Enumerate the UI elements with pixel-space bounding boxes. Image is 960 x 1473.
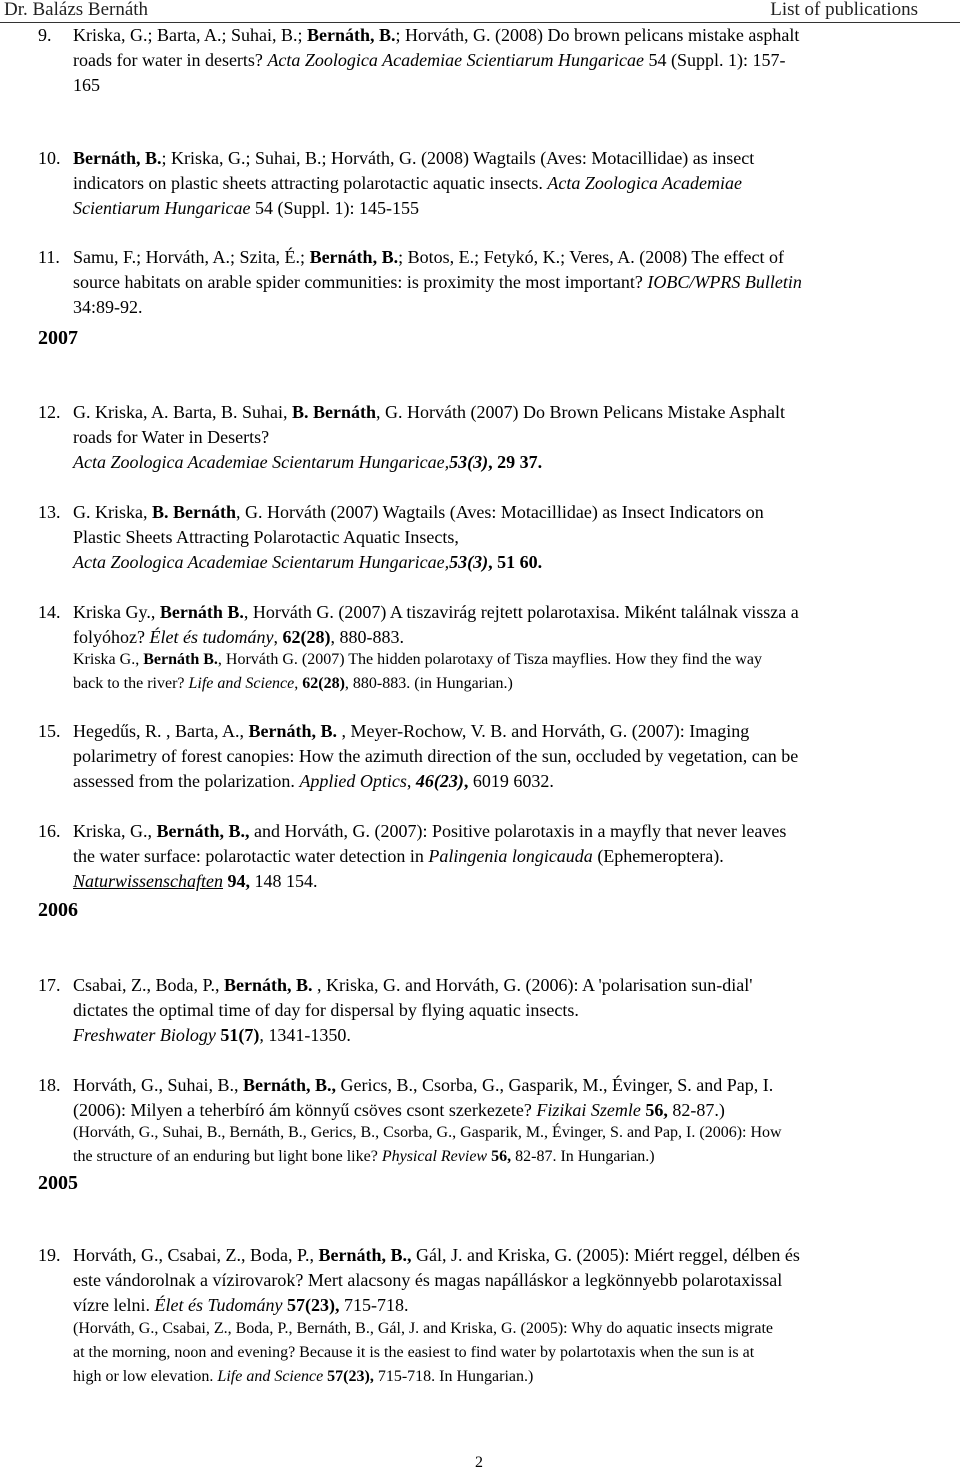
text-run: (Horváth, G., Csabai, Z., Boda, P., Bernáth, B., Gál, J. and Kriska, G. (2005): Why do aquatic insects migrate — [73, 1320, 774, 1337]
text-run: 57(23), — [286, 1295, 340, 1315]
entry-line — [73, 196, 419, 221]
text-run: at the morning, noon and evening? Because it is the easiest to find water by polartotaxis when the sun is at — [73, 1344, 755, 1361]
entry-line — [73, 869, 318, 894]
text-run: 62(28) — [302, 675, 345, 692]
text-run: ; Horváth, G. (2008) Do brown pelicans mistake asphalt — [395, 25, 800, 45]
text-run: 57(23), — [327, 1368, 374, 1385]
text-run: 94, — [223, 871, 251, 891]
entry-line — [73, 550, 542, 575]
text-run: , G. Horváth (2007) Wagtails (Aves: Motacillidae) as Insect Indicators on — [236, 502, 764, 522]
text-run: (2006): Milyen a teherbíró ám könnyű csöves csont szerkezete? — [73, 1100, 537, 1120]
entry-number: 16. — [38, 821, 61, 841]
page-number: 2 — [475, 1454, 483, 1471]
text-run: Élet és tudomány — [149, 627, 274, 647]
text-run: Gerics, B., Csorba, G., Gasparik, M., Évinger, S. and Pap, I. — [336, 1075, 774, 1095]
text-run: 46(23) — [415, 771, 464, 791]
header-title: List of publications — [770, 0, 918, 20]
year-heading-2006: 2006 — [38, 899, 78, 921]
text-run: high or low elevation. — [73, 1368, 218, 1385]
text-run: Scientiarum Hungaricae — [73, 198, 251, 218]
text-run: 56, — [645, 1100, 668, 1120]
entry-number: 10. — [38, 148, 61, 168]
text-run: Bernáth, B. — [306, 25, 396, 45]
translation-line — [73, 1341, 754, 1365]
text-run: 54 (Suppl. 1): 157- — [644, 50, 786, 70]
text-run: Csabai, Z., Boda, P., — [73, 975, 224, 995]
text-run: , 51 60. — [488, 552, 543, 572]
entry-line — [73, 73, 100, 98]
text-run: Bernáth, B. — [309, 247, 399, 267]
year-heading-2007: 2007 — [38, 327, 78, 349]
entry-line — [73, 769, 554, 794]
text-run: este vándorolnak a vízirovarok? Mert alacsony és magas napálláskor a legkönnyebb polarotaxissal — [73, 1270, 783, 1290]
text-run: (Ephemeroptera). — [592, 846, 724, 866]
text-run: 82-87.) — [667, 1100, 725, 1120]
text-run: indicators on plastic sheets attracting polarotactic aquatic insects. — [73, 173, 548, 193]
text-run: (Horváth, G., Suhai, B., Bernáth, B., Gerics, B., Csorba, G., Gasparik, M., Évinger, S. and Pap, I. (2006): How — [73, 1124, 782, 1141]
translation-line — [73, 1121, 782, 1145]
text-run: Bernáth, B. — [73, 148, 162, 168]
entry-number: 17. — [38, 975, 61, 995]
text-run: Bernáth, B., — [156, 821, 250, 841]
text-run: vízre lelni. — [73, 1295, 155, 1315]
text-run: , — [463, 771, 469, 791]
text-run: Élet és Tudomány — [154, 1295, 283, 1315]
entry-number: 15. — [38, 721, 61, 741]
entry-line — [73, 295, 143, 320]
text-run: roads for Water in Deserts? — [73, 427, 270, 447]
text-run: Plastic Sheets Attracting Polarotactic Aquatic Insects, — [73, 527, 459, 547]
text-run: Bernáth, B. — [248, 721, 337, 741]
header-author: Dr. Balázs Bernáth — [4, 0, 149, 20]
text-run: Kriska G., — [73, 651, 144, 668]
entry-line — [73, 425, 269, 450]
entry-line — [73, 400, 785, 425]
entry-line — [73, 23, 799, 48]
text-run: Life and Science — [188, 675, 295, 692]
text-run: Hegedűs, R. , Barta, A., — [73, 721, 249, 741]
entry-number: 13. — [38, 502, 61, 522]
translation-line — [73, 1317, 773, 1341]
text-run: , G. Horváth (2007) Do Brown Pelicans Mistake Asphalt — [376, 402, 785, 422]
entry-line — [73, 525, 459, 550]
text-run: folyóhoz? — [73, 627, 150, 647]
entry-line — [73, 998, 579, 1023]
text-run: Acta Zoologica Academiae — [547, 173, 742, 193]
text-run: Kriska, G.; Barta, A.; Suhai, B.; — [73, 25, 307, 45]
text-run: , Horváth G. (2007) The hidden polarotaxy of Tisza mayflies. How they find the way — [217, 651, 762, 668]
text-run: 53(3) — [449, 552, 489, 572]
text-run: Applied Optics — [299, 771, 407, 791]
text-run: , 880-883. (in Hungarian.) — [344, 675, 513, 692]
entry-line — [73, 1243, 800, 1268]
entry-line — [73, 1268, 782, 1293]
entry-line — [73, 600, 799, 625]
year-heading-2005: 2005 — [38, 1172, 78, 1194]
text-run: ; Kriska, G.; Suhai, B.; Horváth, G. (2008) Wagtails (Aves: Motacillidae) as insect — [161, 148, 755, 168]
text-run: Kriska Gy., — [73, 602, 160, 622]
entry-line — [73, 1098, 725, 1123]
entry-number: 18. — [38, 1075, 61, 1095]
text-run: , Kriska, G. and Horváth, G. (2006): A 'polarisation sun-dial' — [312, 975, 753, 995]
text-run: 148 154. — [250, 871, 318, 891]
text-run: 82-87. In Hungarian.) — [511, 1148, 655, 1165]
text-run: Gál, J. and Kriska, G. (2005): Miért reggel, délben és — [411, 1245, 800, 1265]
entry-line — [73, 171, 742, 196]
entry-line — [73, 719, 749, 744]
text-run: , — [259, 1025, 264, 1045]
text-run: G. Kriska, — [73, 502, 152, 522]
text-run: Acta Zoologica Academiae Scientarum Hungaricae, — [73, 552, 450, 572]
translation-line — [73, 672, 513, 696]
text-run: , — [406, 771, 416, 791]
text-run: , Meyer-Rochow, V. B. and Horváth, G. (2007): Imaging — [337, 721, 750, 741]
text-run: 62(28) — [282, 627, 331, 647]
text-run: the water surface: polarotactic water detection in — [73, 846, 429, 866]
text-run: roads for water in deserts? — [73, 50, 268, 70]
entry-line — [73, 1293, 408, 1318]
text-run: Bernáth B. — [159, 602, 244, 622]
translation-line — [73, 1365, 533, 1389]
text-run: 53(3) — [449, 452, 489, 472]
text-run: and Horváth, G. (2007): Positive polarotaxis in a mayfly that never leaves — [249, 821, 787, 841]
text-run: 34:89-92. — [73, 297, 143, 317]
entry-line — [73, 450, 542, 475]
text-run: Fizikai Szemle — [536, 1100, 641, 1120]
entry-line — [73, 744, 798, 769]
text-run: polarimetry of forest canopies: How the azimuth direction of the sun, occluded by vegetation, can be — [73, 746, 799, 766]
text-run: Bernáth, B., — [243, 1075, 337, 1095]
translation-line — [73, 648, 762, 672]
text-run: Bernáth, B., — [318, 1245, 412, 1265]
entry-number: 14. — [38, 602, 61, 622]
entry-line — [73, 146, 754, 171]
text-run: Bernáth, B. — [224, 975, 313, 995]
entry-line — [73, 625, 404, 650]
text-run: Kriska, G., — [73, 821, 157, 841]
text-run: , 880-883. — [330, 627, 404, 647]
text-run: ; Botos, E.; Fetykó, K.; Veres, A. (2008) The effect of — [398, 247, 785, 267]
text-run: 54 (Suppl. 1): 145-155 — [250, 198, 419, 218]
page-header — [0, 0, 960, 23]
text-run: , — [294, 675, 303, 692]
text-run: source habitats on arable spider communities: is proximity the most important? — [73, 272, 648, 292]
text-run: Horváth, G., Csabai, Z., Boda, P., — [73, 1245, 319, 1265]
text-run: Acta Zoologica Academiae Scientiarum Hungaricae — [267, 50, 645, 70]
text-run: 715-718. — [339, 1295, 409, 1315]
entry-line — [73, 1023, 351, 1048]
text-run: , — [273, 627, 283, 647]
text-run: IOBC/WPRS Bulletin — [647, 272, 802, 292]
text-run: B. Bernáth — [291, 402, 376, 422]
text-run: 165 — [73, 75, 100, 95]
text-run: Acta Zoologica Academiae Scientarum Hungaricae, — [73, 452, 450, 472]
text-run: 56, — [491, 1148, 512, 1165]
text-run: Bernáth B. — [143, 651, 218, 668]
text-run: assessed from the polarization. — [73, 771, 300, 791]
translation-line — [73, 1145, 655, 1169]
entry-line — [73, 819, 786, 844]
text-run: Physical Review — [381, 1148, 488, 1165]
text-run: Life and Science — [217, 1368, 324, 1385]
text-run: the structure of an enduring but light bone like? — [73, 1148, 382, 1165]
entry-number: 12. — [38, 402, 61, 422]
entry-number: 9. — [38, 25, 52, 45]
text-run: 6019 6032. — [468, 771, 554, 791]
entry-line — [73, 270, 802, 295]
entry-line — [73, 500, 764, 525]
entry-line — [73, 48, 786, 73]
entry-line — [73, 245, 784, 270]
entry-number: 11. — [38, 247, 60, 267]
text-run: 1341-1350. — [263, 1025, 351, 1045]
text-run: Naturwissenschaften — [73, 871, 224, 891]
text-run: Palingenia longicauda — [428, 846, 593, 866]
text-run: Samu, F.; Horváth, A.; Szita, É.; — [73, 247, 310, 267]
text-run: , 29 37. — [488, 452, 543, 472]
text-run: Horváth, G., Suhai, B., — [73, 1075, 243, 1095]
entry-line — [73, 1073, 773, 1098]
text-run: back to the river? — [73, 675, 189, 692]
text-run: dictates the optimal time of day for dispersal by flying aquatic insects. — [73, 1000, 579, 1020]
entry-number: 19. — [38, 1245, 61, 1265]
text-run: G. Kriska, A. Barta, B. Suhai, — [73, 402, 292, 422]
text-run: B. Bernáth — [152, 502, 237, 522]
entry-line — [73, 844, 724, 869]
entry-line — [73, 973, 752, 998]
text-run: 715-718. In Hungarian.) — [373, 1368, 534, 1385]
text-run: 51(7) — [220, 1025, 260, 1045]
text-run: , Horváth G. (2007) A tiszavirág rejtett polarotaxisa. Miként találnak vissza a — [243, 602, 799, 622]
text-run: Freshwater Biology — [73, 1025, 216, 1045]
